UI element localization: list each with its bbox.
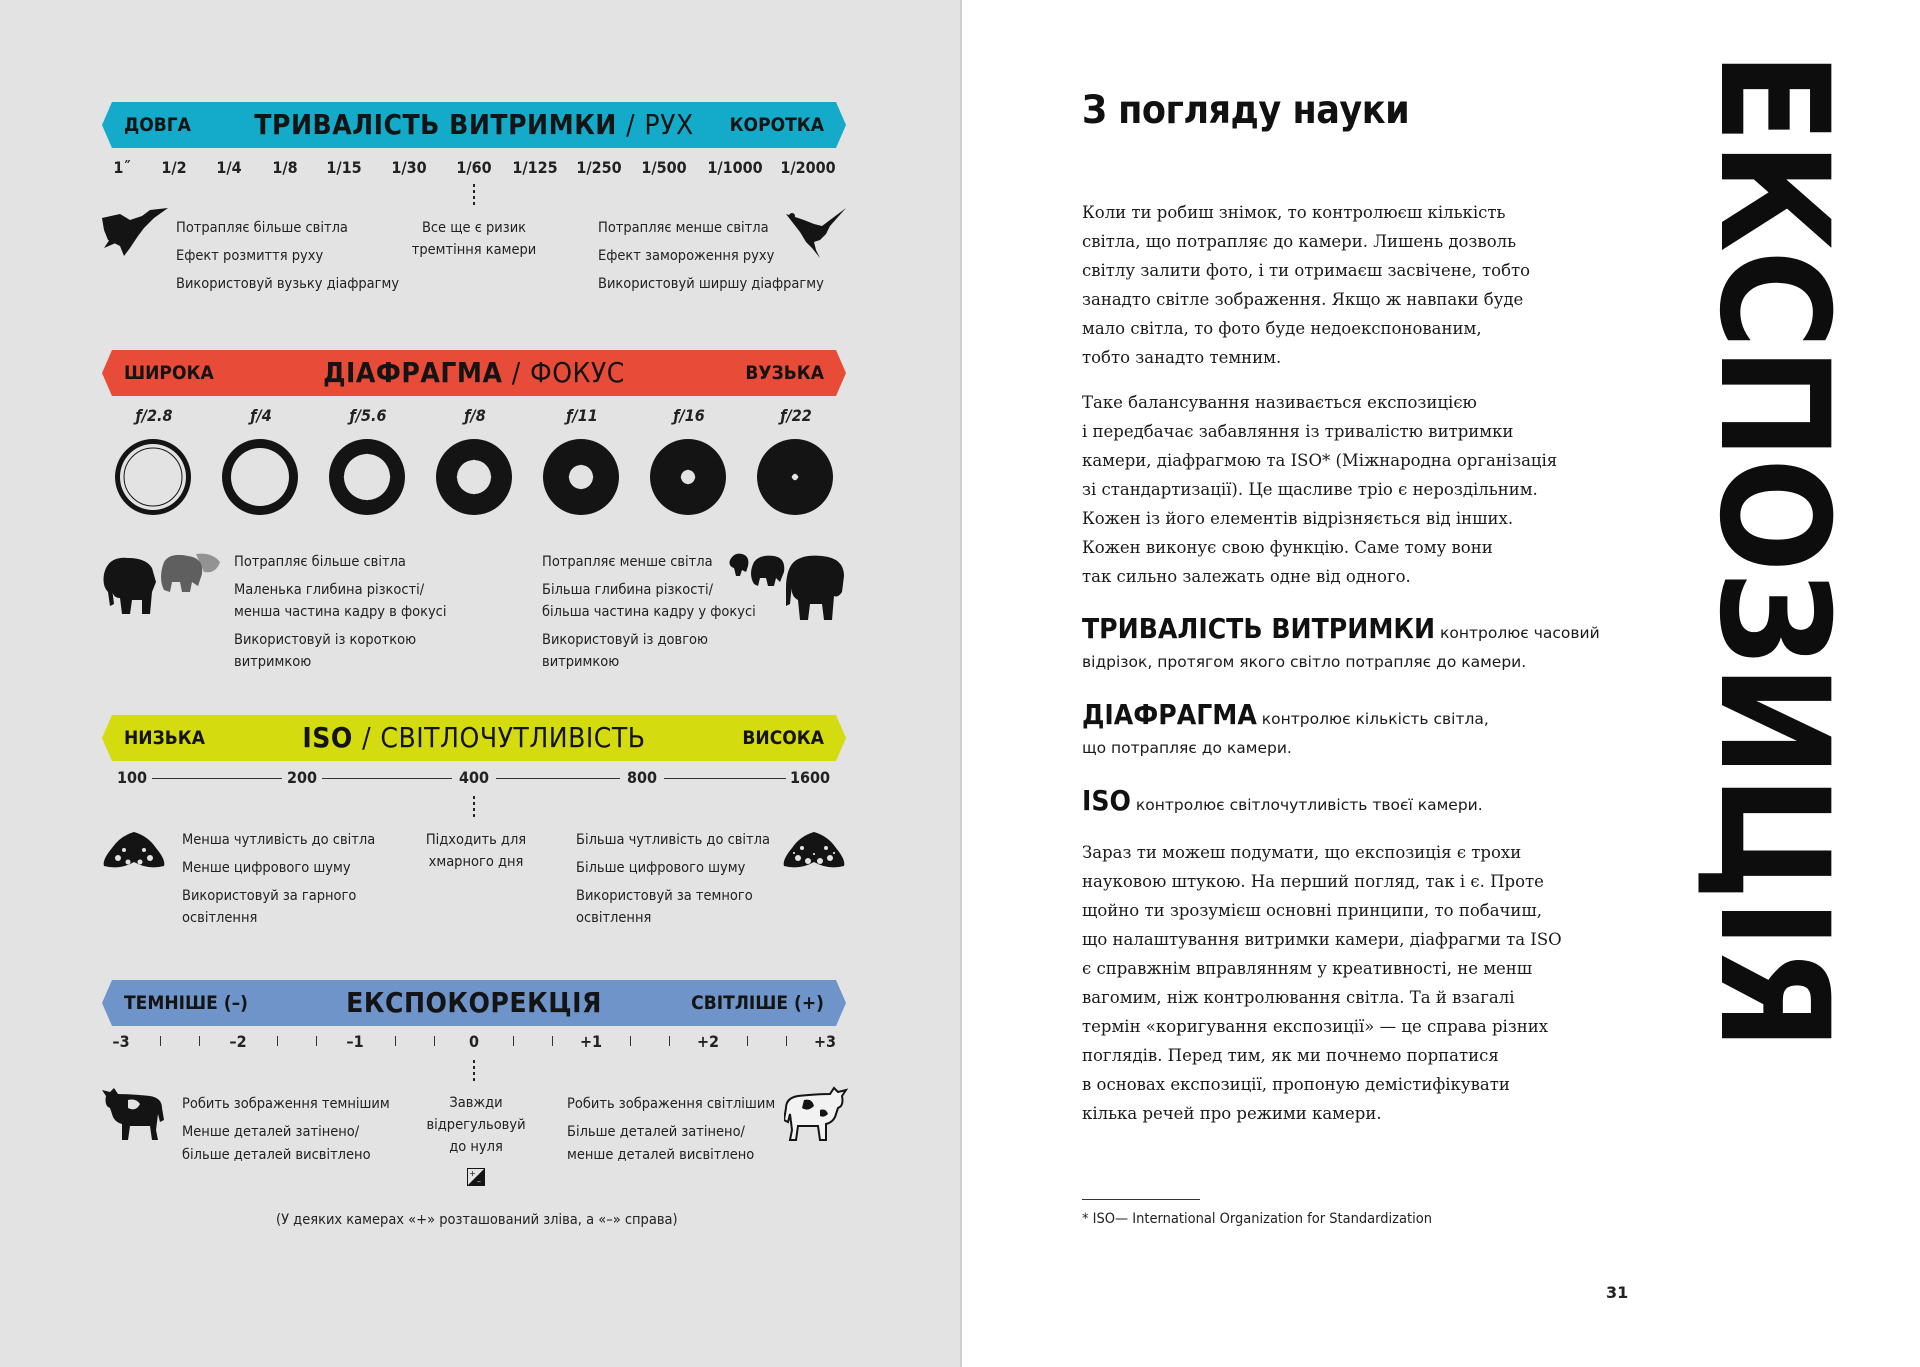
shutter-value: 1/15 (326, 158, 362, 177)
aperture-icon (115, 439, 191, 515)
text-line: так сильно залежать одне від одного. (1082, 567, 1411, 586)
note-line: хмарного дня (428, 854, 524, 870)
note-line: Використовуй із короткою (234, 632, 417, 648)
iso-low-label: НИЗЬКА (124, 727, 205, 749)
note-line: Підходить для (425, 832, 527, 848)
aperture-icon (329, 439, 405, 515)
shutter-title-thin: РУХ (644, 108, 694, 141)
shutter-left-notes (176, 214, 399, 298)
note-line: більше деталей висвітлено (182, 1147, 371, 1163)
note-line: Більше цифрового шуму (576, 860, 746, 876)
ev-value: –2 (229, 1032, 247, 1051)
svg-text:–: – (477, 1177, 481, 1186)
aperture-icon (436, 439, 512, 515)
light-cow-icon (784, 1086, 848, 1142)
ev-tick (395, 1036, 396, 1046)
aperture-icon (650, 439, 726, 515)
shutter-banner (102, 102, 846, 148)
note-line: менша частина кадру в фокусі (234, 604, 447, 620)
note-line: Ефект розмиття руху (176, 248, 324, 264)
page-number: 31 (1606, 1283, 1629, 1302)
iso-value: 400 (458, 768, 490, 787)
note-line: більша частина кадру у фокусі (542, 604, 756, 620)
aperture-icon (543, 439, 619, 515)
aperture-banner (102, 350, 846, 396)
text-line: щойно ти зрозумієш основні принципи, то побачиш, (1082, 901, 1543, 920)
ev-footnote: (У деяких камерах «+» розташований зліва, а «–» справа) (276, 1212, 678, 1228)
moth-noisy-icon (780, 826, 848, 872)
note-line: тремтіння камери (411, 242, 537, 258)
iso-title (102, 715, 846, 761)
scale-line (496, 778, 620, 779)
scale-line (664, 778, 786, 779)
shutter-value: 1/500 (641, 158, 687, 177)
text-line: що налаштування витримки камери, діафрагми та ISO (1082, 930, 1562, 949)
shutter-value: 1/2 (161, 158, 187, 177)
ev-title: ЕКСПОКОРЕКЦІЯ (346, 986, 602, 1019)
dotted-connector (473, 1060, 475, 1084)
shutter-value: 1/8 (272, 158, 298, 177)
iso-title-bold: ISO (302, 721, 353, 754)
note-line: Все ще є ризик (421, 220, 527, 236)
hummingbird-icon (780, 206, 850, 260)
footnote-rule (1082, 1199, 1200, 1200)
blurred-hummingbird-icon (100, 206, 170, 258)
shutter-value: 1/60 (456, 158, 492, 177)
exposure-compensation-icon (467, 1168, 485, 1186)
scale-line (322, 778, 452, 779)
shutter-long-label: ДОВГА (124, 114, 191, 136)
dark-cow-icon (100, 1086, 166, 1142)
ev-tick (786, 1036, 787, 1046)
footnote: * ISO— International Organization for Standardization (1082, 1211, 1432, 1227)
shutter-value: 1/125 (512, 158, 558, 177)
term-iso (1082, 786, 1602, 820)
note-line: Використовуй за гарного (182, 888, 357, 904)
note-line: Потрапляє більше світла (176, 220, 348, 236)
note-line: Маленька глибина різкості/ (234, 582, 425, 598)
moth-icon (100, 826, 168, 872)
ev-value: +1 (579, 1032, 603, 1051)
ev-tick (669, 1036, 670, 1046)
aperture-icon (222, 439, 298, 515)
text-line: тобто занадто темним. (1082, 348, 1282, 367)
term-heading: ТРИВАЛІСТЬ ВИТРИМКИ (1082, 612, 1436, 645)
ev-tick (277, 1036, 278, 1046)
note-line: Використовуй за темного (576, 888, 753, 904)
f-stop-label: ƒ/16 (673, 406, 705, 425)
ev-tick (630, 1036, 631, 1046)
shutter-center-note (412, 217, 537, 261)
note-line: Використовуй ширшу діафрагму (598, 276, 824, 292)
iso-high-label: ВИСОКА (742, 727, 824, 749)
shutter-value: 1/30 (391, 158, 427, 177)
note-line: Менше деталей затінено/ (182, 1124, 360, 1140)
iso-value: 1600 (789, 768, 831, 787)
ev-tick (747, 1036, 748, 1046)
dotted-connector (473, 184, 475, 208)
term-text: відрізок, протягом якого світло потрапляє до камери. (1082, 653, 1527, 671)
text-line: світла, що потрапляє до камери. Лишень дозволь (1082, 232, 1517, 251)
paragraph-science (1082, 838, 1602, 1128)
shutter-value: 1/250 (576, 158, 622, 177)
note-line: Робить зображення темнішим (182, 1096, 390, 1112)
elephants-blurred-icon (100, 552, 224, 620)
iso-right-notes (576, 826, 770, 929)
aperture-title (102, 350, 846, 396)
shutter-short-label: КОРОТКА (729, 114, 824, 136)
text-line: камери, діафрагмою та ISO* (Міжнародна організація (1082, 451, 1558, 470)
text-line: Кожен із його елементів відрізняється від інших. (1082, 509, 1514, 528)
vertical-title-text: ЕКСПОЗИЦІЯ (1686, 51, 1860, 1049)
text-line: є справжнім вправлянням у креативності, не менш (1082, 959, 1533, 978)
f-stop-label: ƒ/22 (780, 406, 812, 425)
term-text: контролює кількість світла, (1256, 710, 1489, 728)
text-line: світлу залити фото, і ти отримаєш засвічене, тобто (1082, 261, 1531, 280)
ev-center-note (426, 1092, 525, 1158)
note-line: Потрапляє менше світла (598, 220, 769, 236)
ev-left-notes (182, 1090, 390, 1164)
text-line: вагомим, ніж контролювання світла. Та й взагалі (1082, 988, 1515, 1007)
ev-tick (513, 1036, 514, 1046)
f-stop-label: ƒ/8 (464, 406, 486, 425)
ev-tick (552, 1036, 553, 1046)
shutter-value: 1˝ (113, 158, 131, 177)
ev-value: –1 (346, 1032, 364, 1051)
title-separator: / (626, 108, 636, 141)
ev-value: +2 (696, 1032, 720, 1051)
iso-value: 800 (626, 768, 658, 787)
ev-value: +3 (813, 1032, 837, 1051)
note-line: менше деталей висвітлено (567, 1147, 755, 1163)
iso-value: 200 (286, 768, 318, 787)
text-line: науковою штукою. На перший погляд, так і є. Проте (1082, 872, 1544, 891)
ev-brighter-label: СВІТЛІШЕ (+) (691, 992, 824, 1014)
text-line: зі стандартизації). Це щасливе тріо є нероздільним. (1082, 480, 1538, 499)
note-line: витримкою (234, 654, 312, 670)
iso-title-thin: СВІТЛОЧУТЛИВІСТЬ (380, 721, 646, 754)
note-line: Використовуй із довгою (542, 632, 709, 648)
note-line: відрегульовуй (426, 1117, 526, 1133)
ev-tick (199, 1036, 200, 1046)
aperture-right-notes (542, 548, 756, 673)
term-text: що потрапляє до камери. (1082, 739, 1292, 757)
term-aperture (1082, 700, 1602, 763)
text-line: термін «коригування експозиції» — це справа різних (1082, 1017, 1549, 1036)
ev-value: –3 (112, 1032, 130, 1051)
note-line: Менше цифрового шуму (182, 860, 351, 876)
ev-right-notes (567, 1090, 775, 1164)
text-line: в основах експозиції, пропоную демістифікувати (1082, 1075, 1510, 1094)
title-separator: / (511, 356, 521, 389)
vertical-title (1686, 51, 1860, 1049)
text-line: Зараз ти можеш подумати, що експозиція є трохи (1082, 843, 1522, 862)
aperture-left-notes (234, 548, 446, 673)
text-line: Таке балансування називається експозицією (1082, 393, 1477, 412)
note-line: Завжди (449, 1095, 503, 1111)
ev-darker-label: ТЕМНІШЕ (–) (124, 992, 248, 1014)
term-heading: ISO (1082, 784, 1131, 817)
f-stop-label: ƒ/5.6 (349, 406, 387, 425)
note-line: Ефект замороження руху (598, 248, 775, 264)
note-line: Більша глибина різкості/ (542, 582, 714, 598)
note-line: Робить зображення світлішим (567, 1096, 776, 1112)
ev-tick (434, 1036, 435, 1046)
f-stop-label: ƒ/11 (566, 406, 598, 425)
text-line: поглядів. Перед тим, як ми почнемо порпатися (1082, 1046, 1499, 1065)
title-separator: / (362, 721, 372, 754)
note-line: Потрапляє більше світла (234, 554, 406, 570)
note-line: освітлення (182, 910, 258, 926)
note-line: освітлення (576, 910, 652, 926)
iso-center-note (426, 829, 526, 873)
term-shutter (1082, 614, 1602, 677)
aperture-diagrams (110, 434, 840, 520)
iso-banner (102, 715, 846, 761)
shutter-value: 1/2000 (780, 158, 836, 177)
note-line: Більша чутливість до світла (576, 832, 770, 848)
elephants-sharp-icon (728, 552, 848, 622)
svg-text:+: + (469, 1169, 476, 1178)
note-line: Менша чутливість до світла (182, 832, 376, 848)
paragraph-intro (1082, 198, 1602, 372)
iso-value: 100 (116, 768, 148, 787)
aperture-narrow-label: ВУЗЬКА (745, 362, 824, 384)
ev-tick (160, 1036, 161, 1046)
ev-tick (316, 1036, 317, 1046)
note-line: до нуля (449, 1139, 503, 1155)
term-text: контролює світлочутливість твоєї камери. (1130, 796, 1483, 814)
aperture-wide-label: ШИРОКА (124, 362, 214, 384)
text-line: мало світла, то фото буде недоекспонованим, (1082, 319, 1482, 338)
note-line: Використовуй вузьку діафрагму (176, 276, 400, 292)
note-line: Потрапляє менше світла (542, 554, 713, 570)
iso-left-notes (182, 826, 375, 929)
paragraph-balance (1082, 388, 1602, 591)
text-line: кілька речей про режими камери. (1082, 1104, 1382, 1123)
shutter-value: 1/4 (216, 158, 242, 177)
text-line: і передбачає забавляння із тривалістю витримки (1082, 422, 1514, 441)
text-line: Коли ти робиш знімок, то контролюєш кількість (1082, 203, 1506, 222)
note-line: витримкою (542, 654, 620, 670)
aperture-icon (757, 439, 833, 515)
text-line: Кожен виконує свою функцію. Саме тому вони (1082, 538, 1493, 557)
note-line: Більше деталей затінено/ (567, 1124, 745, 1140)
aperture-title-thin: ФОКУС (530, 356, 625, 389)
shutter-value: 1/1000 (707, 158, 763, 177)
f-stop-label: ƒ/4 (250, 406, 272, 425)
term-text: контролює часовий (1435, 624, 1600, 642)
ev-value: 0 (468, 1032, 480, 1051)
text-line: занадто світле зображення. Якщо ж навпаки буде (1082, 290, 1524, 309)
ev-banner (102, 980, 846, 1026)
aperture-title-bold: ДІАФРАГМА (323, 356, 503, 389)
dotted-connector (473, 796, 475, 820)
scale-line (152, 778, 282, 779)
shutter-title-bold: ТРИВАЛІСТЬ ВИТРИМКИ (254, 108, 617, 141)
term-heading: ДІАФРАГМА (1082, 698, 1257, 731)
page-heading: З погляду науки (1082, 88, 1410, 133)
f-stop-label: ƒ/2.8 (135, 406, 173, 425)
